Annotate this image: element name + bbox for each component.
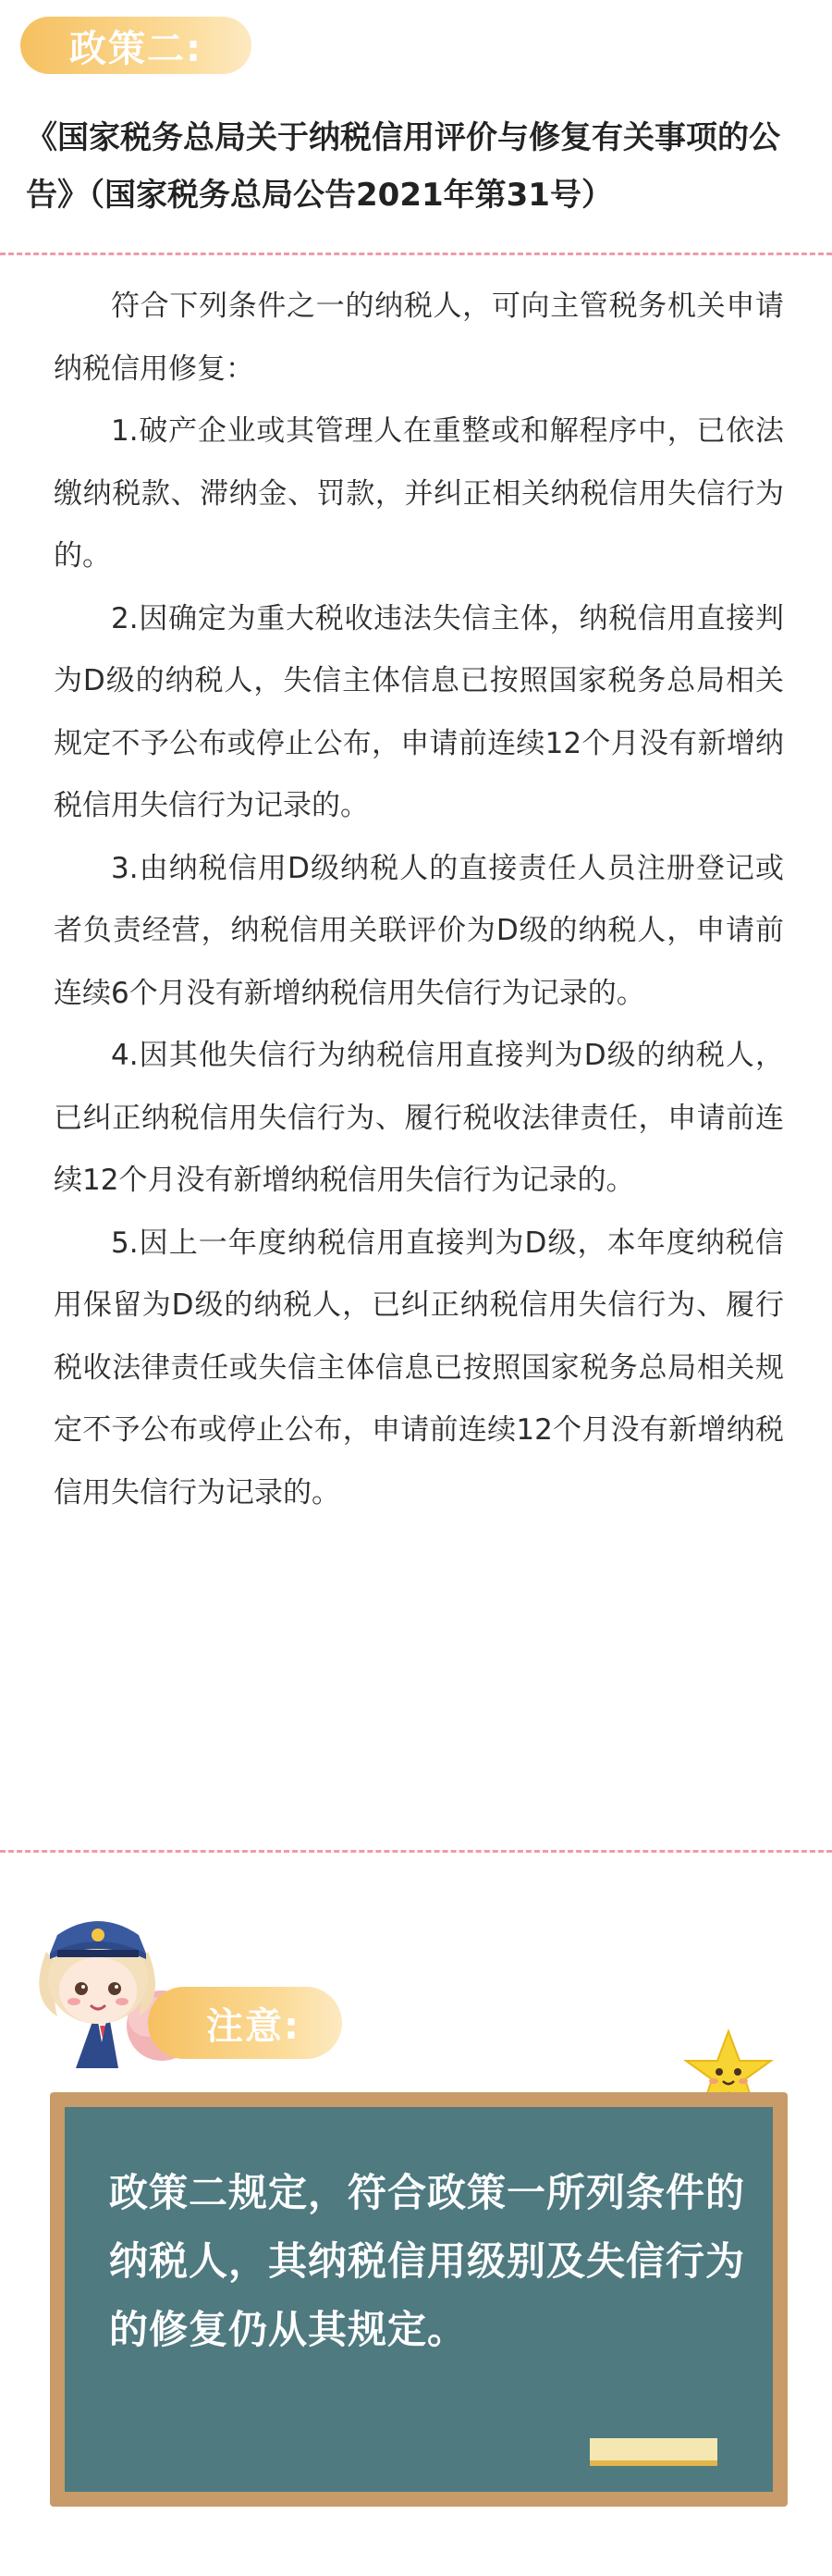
chalkboard — [50, 2092, 788, 2507]
condition-item-1: 1.破产企业或其管理人在重整或和解程序中，已依法缴纳税款、滞纳金、罚款，并纠正相关纳税信用失信行为的。 — [54, 414, 784, 573]
notice-tag-label: 注意: — [206, 2004, 300, 2048]
notice-title: 《国家税务总局关于纳税信用评价与修复有关事项的公告》（国家税务总局公告2021年第31号） — [26, 119, 780, 214]
condition-item-2: 2.因确定为重大税收违法失信主体，纳税信用直接判为D级的纳税人，失信主体信息已按照国家税务总局相关规定不予公布或停止公布，申请前连续12个月没有新增纳税信用失信行为记录的。 — [54, 601, 784, 822]
bottom-divider — [0, 1850, 832, 1853]
condition-item-5: 5.因上一年度纳税信用直接判为D级，本年度纳税信用保留为D级的纳税人，已纠正纳税信用失信行为、履行税收法律责任或失信主体信息已按照国家税务总局相关规定不予公布或停止公布，申请前连续12个月没有新增纳税信用失信行为记录的。 — [54, 1226, 784, 1510]
chalkboard-surface — [65, 2107, 773, 2492]
intro-paragraph: 符合下列条件之一的纳税人，可向主管税务机关申请纳税信用修复： — [54, 290, 784, 386]
condition-item-4: 4.因其他失信行为纳税信用直接判为D级的纳税人，已纠正纳税信用失信行为、履行税收法律责任，申请前连续12个月没有新增纳税信用失信行为记录的。 — [54, 1039, 784, 1197]
policy-tag — [20, 17, 251, 74]
policy-tag-label: 政策二: — [69, 27, 202, 70]
notice-tag — [148, 1987, 342, 2059]
chalkboard-note: 政策二规定，符合政策一所列条件的纳税人，其纳税信用级别及失信行为的修复仍从其规定。 — [109, 2170, 746, 2352]
condition-item-3: 3.由纳税信用D级纳税人的直接责任人员注册登记或者负责经营，纳税信用关联评价为D级的纳税人，申请前连续6个月没有新增纳税信用失信行为记录的。 — [54, 851, 784, 1010]
top-divider — [0, 253, 832, 255]
policy-body — [54, 276, 784, 1524]
chalk-icon — [590, 2438, 717, 2466]
